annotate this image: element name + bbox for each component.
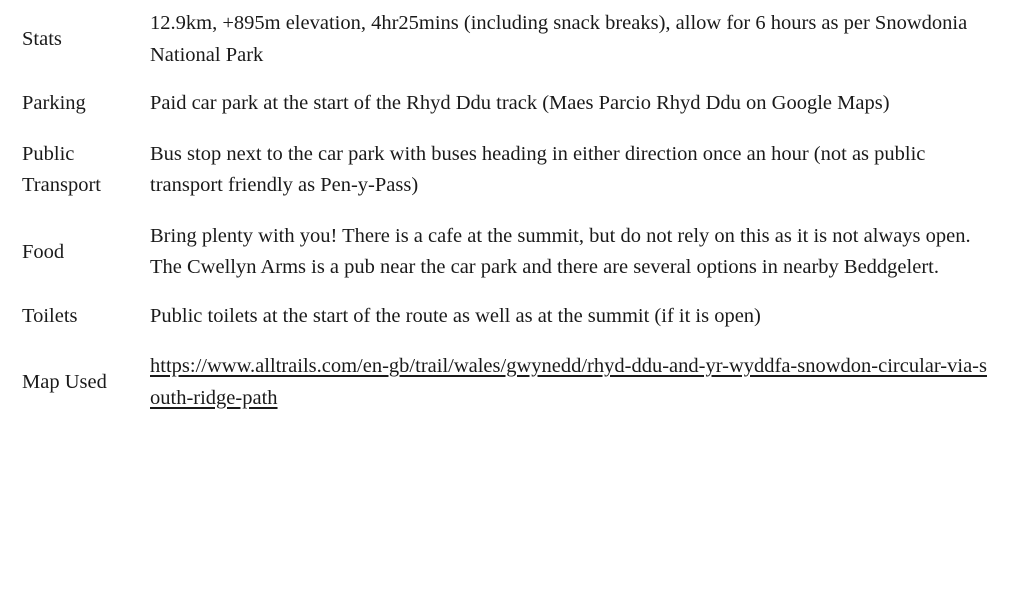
table-row [22,139,994,221]
table-row [22,88,994,139]
row-value-public-transport: Bus stop next to the car park with buses heading in either direction once an hour (not as public transport friendly as Pen-y-Pass) [150,142,926,196]
row-value-stats: 12.9km, +895m elevation, 4hr25mins (including snack breaks), allow for 6 hours as per Snowdonia National Park [150,12,968,66]
row-value-parking: Paid car park at the start of the Rhyd Ddu track (Maes Parcio Rhyd Ddu on Google Maps) [150,92,890,114]
row-label-map-used: Map Used [22,370,107,393]
row-label-parking: Parking [22,92,86,115]
row-value-food: Bring plenty with you! There is a cafe at the summit, but do not rely on this as it is not always open. The Cwellyn Arms is a pub near the car park and there are several options in nearby Beddgelert. [150,224,971,278]
row-label-food: Food [22,240,65,263]
row-label-public-transport: Public Transport [22,142,101,196]
row-value-toilets: Public toilets at the start of the route as well as at the summit (if it is open) [150,304,761,327]
row-value-map-used [150,351,994,418]
table-row [22,351,994,418]
hike-info-table [22,6,994,418]
table-row [22,221,994,301]
table-row [22,301,994,352]
table-row [22,6,994,88]
row-label-stats: Stats [22,28,62,50]
map-used-link[interactable]: https://www.alltrails.com/en-gb/trail/wales/gwynedd/rhyd-ddu-and-yr-wyddfa-snowdon-circular-via-south-ridge-path [150,355,987,409]
row-label-toilets: Toilets [22,304,78,327]
